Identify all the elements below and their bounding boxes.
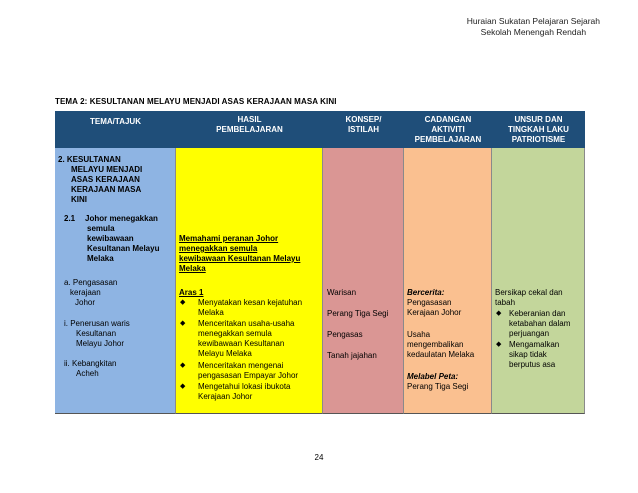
text-line: KINI bbox=[71, 195, 87, 204]
unsur-intro bbox=[495, 288, 563, 308]
text-line: Acheh bbox=[76, 369, 99, 378]
text-line: Kerajaan Johor bbox=[198, 392, 253, 401]
konsep-item: Pengasas bbox=[327, 330, 363, 339]
tema-item-a bbox=[64, 278, 117, 308]
hasil-bullet bbox=[198, 382, 291, 402]
header-tema: TEMA/TAJUK bbox=[90, 117, 141, 126]
text-line: kedaulatan Melaka bbox=[407, 350, 475, 359]
column-tema bbox=[55, 148, 176, 414]
hasil-bullet bbox=[198, 298, 302, 318]
bercerita-label: Bercerita: bbox=[407, 288, 445, 297]
tema-item-i bbox=[64, 319, 130, 349]
text-line: Bersikap cekal dan bbox=[495, 288, 563, 297]
page-number: 24 bbox=[314, 453, 324, 462]
text-line: Menceritakan usaha-usaha bbox=[198, 319, 295, 328]
header-hasil bbox=[176, 111, 323, 148]
text-line: Keberanian dan bbox=[509, 309, 566, 318]
text-line: Usaha bbox=[407, 330, 431, 339]
column-cadangan bbox=[404, 148, 492, 414]
header-unsur-line: TINGKAH LAKU bbox=[508, 125, 569, 134]
text-line: Menyatakan kesan kejatuhan bbox=[198, 298, 303, 307]
text-line: berputus asa bbox=[509, 360, 556, 369]
header-unsur bbox=[492, 111, 585, 148]
header-unsur-line: PATRIOTISME bbox=[511, 135, 566, 144]
text-line: Menceritakan mengenai bbox=[198, 361, 284, 370]
header-cadangan bbox=[404, 111, 492, 148]
text-line: ASAS KERAJAAN bbox=[71, 175, 140, 184]
text-line: kewibawaan Kesultanan bbox=[198, 339, 285, 348]
syllabus-table bbox=[55, 111, 585, 414]
hasil-bullet bbox=[198, 361, 298, 381]
header-hasil-line: HASIL bbox=[237, 115, 262, 124]
text-line: kewibawaan bbox=[87, 234, 134, 243]
aras-label: Aras 1 bbox=[179, 288, 204, 297]
tema-sub bbox=[85, 214, 159, 264]
text-line: Melaka bbox=[198, 308, 224, 317]
text-line: Kesultanan Melayu bbox=[87, 244, 160, 253]
konsep-item: Warisan bbox=[327, 288, 357, 297]
bullet-icon: ◆ bbox=[180, 320, 186, 327]
text-line: tabah bbox=[495, 298, 516, 307]
melabel-item: Perang Tiga Segi bbox=[407, 382, 469, 391]
text-line: Johor menegakkan bbox=[85, 214, 158, 223]
header-cadangan-line: PEMBELAJARAN bbox=[414, 135, 482, 144]
text-line: menegakkan semula bbox=[198, 329, 272, 338]
header-konsep-line: ISTILAH bbox=[347, 125, 380, 134]
text-line: ketabahan dalam bbox=[509, 319, 571, 328]
text-line: Kesultanan bbox=[76, 329, 117, 338]
column-konsep bbox=[323, 148, 404, 414]
text-line: Johor bbox=[75, 298, 96, 307]
header-hasil-line: PEMBELAJARAN bbox=[216, 125, 283, 134]
header-cadangan-line: AKTIVITI bbox=[431, 125, 465, 134]
header-line-1: Huraian Sukatan Pelajaran Sejarah bbox=[466, 16, 600, 26]
text-line: Mengetahui lokasi ibukota bbox=[198, 382, 291, 391]
text-line: kewibawaan Kesultanan Melayu bbox=[179, 254, 301, 263]
bullet-icon: ◆ bbox=[180, 383, 186, 390]
text-line: i. Penerusan waris bbox=[64, 319, 130, 328]
text-line: menegakkan semula bbox=[179, 244, 258, 253]
text-line: kerajaan bbox=[70, 288, 101, 297]
column-unsur bbox=[492, 148, 585, 414]
text-line: Kerajaan Johor bbox=[407, 308, 462, 317]
melabel-label: Melabel Peta: bbox=[407, 372, 459, 381]
header-konsep-line: KONSEP/ bbox=[345, 115, 382, 124]
text-line: Memahami peranan Johor bbox=[179, 234, 279, 243]
usaha-text bbox=[407, 330, 474, 360]
unsur-bullet bbox=[509, 309, 570, 339]
unsur-bullet bbox=[509, 340, 559, 370]
text-line: ii. Kebangkitan bbox=[64, 359, 117, 368]
text-line: sikap tidak bbox=[509, 350, 547, 359]
header-line-2: Sekolah Menengah Rendah bbox=[480, 27, 587, 37]
text-line: MELAYU MENJADI bbox=[71, 165, 143, 174]
hasil-bullet bbox=[198, 319, 295, 359]
text-line: Melayu Johor bbox=[76, 339, 125, 348]
hasil-title bbox=[179, 234, 300, 274]
text-line: mengembalikan bbox=[407, 340, 464, 349]
text-line: Pengasasan bbox=[407, 298, 452, 307]
bullet-icon: ◆ bbox=[496, 341, 502, 348]
bercerita-items bbox=[407, 298, 461, 318]
tema-title: TEMA 2: KESULTANAN MELAYU MENJADI ASAS KERAJAAN MASA KINI bbox=[55, 97, 337, 106]
tema-item-ii bbox=[64, 359, 116, 379]
text-line: pengasasan Empayar Johor bbox=[198, 371, 299, 380]
text-line: perjuangan bbox=[509, 329, 550, 338]
text-line: a. Pengasasan bbox=[64, 278, 118, 287]
table-header-row bbox=[55, 111, 585, 148]
tema-sub-number: 2.1 bbox=[64, 214, 76, 223]
text-line: Melaka bbox=[179, 264, 206, 273]
text-line: 2. KESULTANAN bbox=[58, 155, 121, 164]
tema-main bbox=[58, 155, 142, 205]
text-line: Melayu Melaka bbox=[198, 349, 252, 358]
konsep-item: Tanah jajahan bbox=[327, 351, 377, 360]
header-cadangan-line: CADANGAN bbox=[424, 115, 472, 124]
bullet-icon: ◆ bbox=[496, 310, 502, 317]
text-line: Mengamalkan bbox=[509, 340, 560, 349]
text-line: Melaka bbox=[87, 254, 114, 263]
text-line: semula bbox=[87, 224, 115, 233]
text-line: KERAJAAN MASA bbox=[71, 185, 142, 194]
page-header bbox=[467, 16, 600, 38]
konsep-item: Perang Tiga Segi bbox=[327, 309, 389, 318]
column-hasil bbox=[176, 148, 323, 414]
bullet-icon: ◆ bbox=[180, 362, 186, 369]
bullet-icon: ◆ bbox=[180, 299, 186, 306]
header-konsep bbox=[323, 111, 404, 148]
header-unsur-line: UNSUR DAN bbox=[514, 115, 563, 124]
